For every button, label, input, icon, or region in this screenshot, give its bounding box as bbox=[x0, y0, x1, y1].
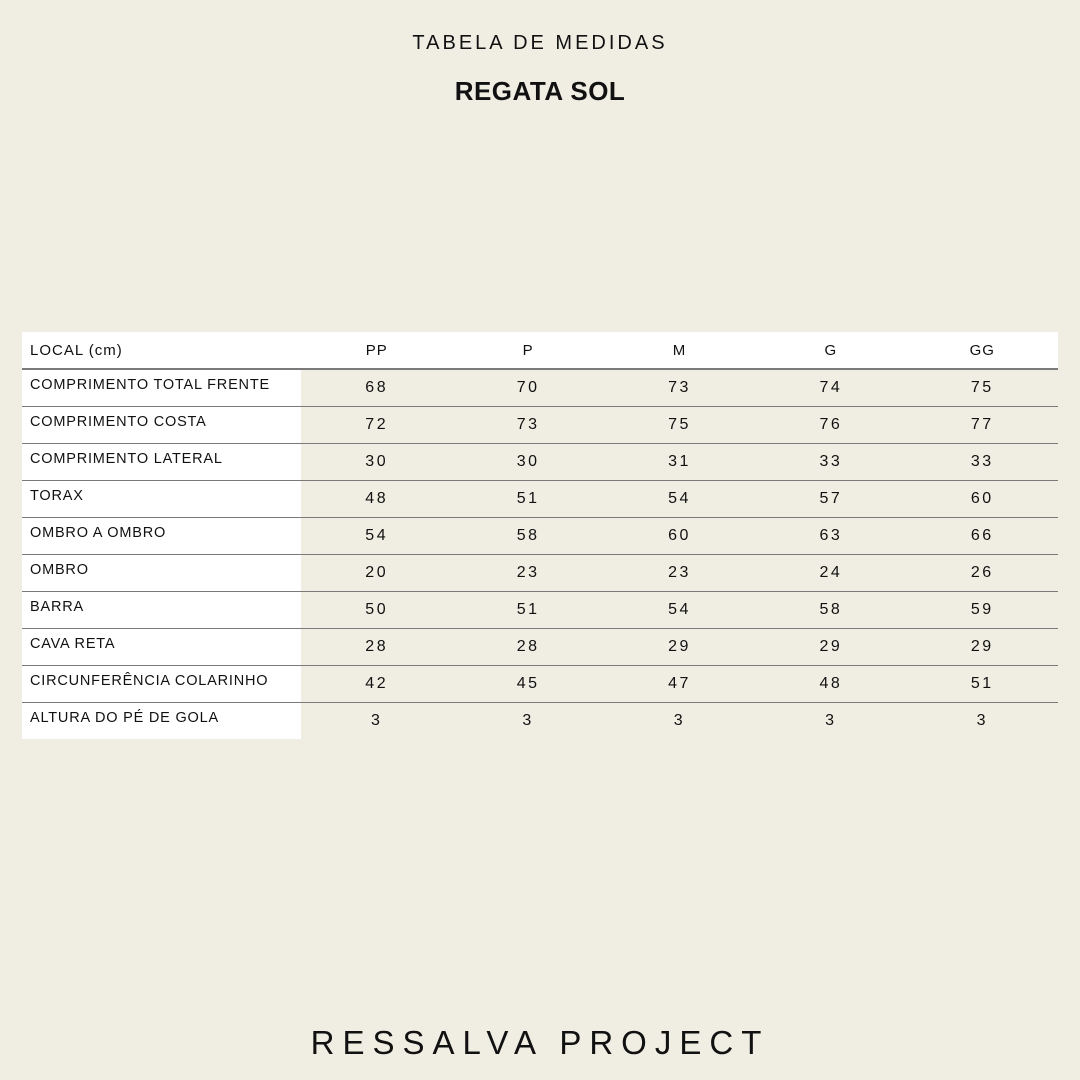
measurement-value: 58 bbox=[755, 592, 906, 629]
measurement-value: 75 bbox=[907, 369, 1058, 407]
size-header: G bbox=[755, 332, 906, 369]
measurement-value: 54 bbox=[604, 481, 755, 518]
measurement-value: 23 bbox=[604, 555, 755, 592]
measurement-value: 68 bbox=[301, 369, 452, 407]
measurement-value: 75 bbox=[604, 407, 755, 444]
table-row bbox=[22, 703, 1058, 740]
measurement-value: 73 bbox=[452, 407, 603, 444]
measurement-value: 66 bbox=[907, 518, 1058, 555]
table-row bbox=[22, 592, 1058, 629]
measurement-value: 51 bbox=[907, 666, 1058, 703]
size-header: M bbox=[604, 332, 755, 369]
measurement-value: 31 bbox=[604, 444, 755, 481]
measurement-value: 76 bbox=[755, 407, 906, 444]
header-label: TABELA DE MEDIDAS bbox=[412, 32, 668, 54]
measurement-value: 29 bbox=[755, 629, 906, 666]
table-row bbox=[22, 629, 1058, 666]
measurement-value: 54 bbox=[301, 518, 452, 555]
measurement-value: 73 bbox=[604, 369, 755, 407]
measurement-value: 20 bbox=[301, 555, 452, 592]
measurement-value: 48 bbox=[301, 481, 452, 518]
table-row bbox=[22, 407, 1058, 444]
measurement-value: 51 bbox=[452, 481, 603, 518]
measurement-value: 54 bbox=[604, 592, 755, 629]
measurement-value: 58 bbox=[452, 518, 603, 555]
measurement-value: 28 bbox=[301, 629, 452, 666]
measurement-value: 29 bbox=[604, 629, 755, 666]
measurement-value: 77 bbox=[907, 407, 1058, 444]
measurement-value: 3 bbox=[976, 712, 988, 729]
table-row bbox=[22, 481, 1058, 518]
measurement-label: BARRA bbox=[22, 592, 301, 629]
product-title: REGATA SOL bbox=[454, 76, 626, 106]
measurement-value: 30 bbox=[301, 444, 452, 481]
measurement-label: ALTURA DO PÉ DE GOLA bbox=[22, 703, 301, 740]
table-row bbox=[22, 518, 1058, 555]
measurement-value: 23 bbox=[452, 555, 603, 592]
measurement-label: COMPRIMENTO LATERAL bbox=[22, 444, 301, 481]
measurement-value: 47 bbox=[604, 666, 755, 703]
measurement-value: 3 bbox=[522, 712, 534, 729]
measurement-value: 24 bbox=[755, 555, 906, 592]
measurement-label: OMBRO bbox=[22, 555, 301, 592]
measurement-value: 33 bbox=[907, 444, 1058, 481]
measurement-value: 60 bbox=[907, 481, 1058, 518]
size-header: GG bbox=[907, 332, 1058, 369]
size-header: PP bbox=[301, 332, 452, 369]
measurement-value: 59 bbox=[907, 592, 1058, 629]
measurement-label: COMPRIMENTO TOTAL FRENTE bbox=[22, 369, 301, 407]
measurement-value: 60 bbox=[604, 518, 755, 555]
table-row bbox=[22, 444, 1058, 481]
table-row bbox=[22, 555, 1058, 592]
measurement-label: CAVA RETA bbox=[22, 629, 301, 666]
size-chart-table bbox=[22, 332, 1058, 739]
measurement-value: 3 bbox=[825, 712, 837, 729]
measurement-value: 26 bbox=[907, 555, 1058, 592]
measurement-label: OMBRO A OMBRO bbox=[22, 518, 301, 555]
measurement-label: TORAX bbox=[22, 481, 301, 518]
table-row bbox=[22, 369, 1058, 407]
measurement-value: 3 bbox=[673, 712, 686, 729]
measurement-value: 51 bbox=[452, 592, 603, 629]
measurement-value: 30 bbox=[452, 444, 603, 481]
measurement-value: 42 bbox=[301, 666, 452, 703]
measurement-label: CIRCUNFERÊNCIA COLARINHO bbox=[22, 666, 301, 703]
measurement-value: 70 bbox=[452, 369, 603, 407]
measurement-value: 57 bbox=[755, 481, 906, 518]
measurement-value: 50 bbox=[301, 592, 452, 629]
measurement-label: COMPRIMENTO COSTA bbox=[22, 407, 301, 444]
measurement-value: 74 bbox=[755, 369, 906, 407]
measurement-value: 28 bbox=[452, 629, 603, 666]
table-row bbox=[22, 666, 1058, 703]
size-header: P bbox=[452, 332, 603, 369]
measurement-value: 33 bbox=[755, 444, 906, 481]
label-column-header: LOCAL (cm) bbox=[22, 332, 301, 369]
measurement-value: 48 bbox=[755, 666, 906, 703]
measurement-value: 45 bbox=[452, 666, 603, 703]
measurement-value: 29 bbox=[907, 629, 1058, 666]
measurement-value: 3 bbox=[370, 712, 383, 729]
measurement-value: 63 bbox=[755, 518, 906, 555]
measurement-value: 72 bbox=[301, 407, 452, 444]
table-header-row bbox=[22, 332, 1058, 369]
brand-logo-text: RESSALVA PROJECT bbox=[310, 1024, 770, 1061]
